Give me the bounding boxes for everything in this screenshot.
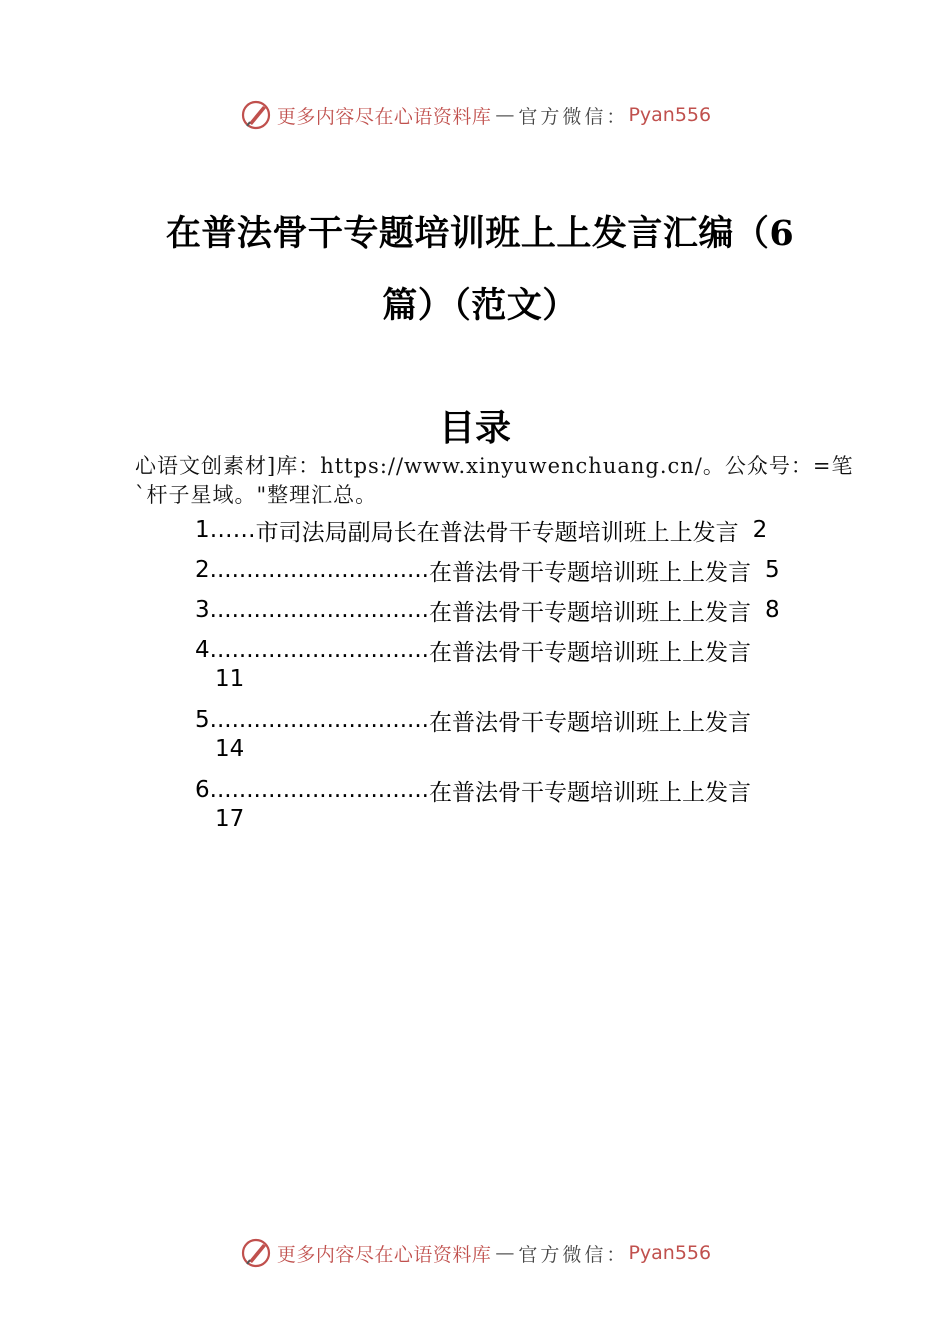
source-note: 心语文创素材]库：https://www.xinyuwenchuang.cn/。公众号：=笔`杆子星域。"整理汇总。 [135, 454, 854, 507]
banner-label: 官方微信： [518, 1243, 629, 1266]
table-of-contents [195, 510, 855, 840]
toc-heading: 目录 [438, 407, 511, 449]
banner-label: 官方微信： [518, 105, 629, 128]
quill-logo-icon [239, 98, 273, 132]
toc-item-leader: .............................. [209, 707, 429, 733]
toc-item-leader: .............................. [209, 597, 429, 623]
document-title [150, 198, 810, 342]
banner-brand-text: 更多内容尽在心语资料库 [276, 105, 492, 128]
banner-wechat-id: Pyan556 [628, 104, 712, 126]
toc-item-leader: .............................. [209, 777, 429, 803]
toc-item-number: 6 [195, 777, 210, 803]
footer-watermark-banner [0, 1233, 950, 1273]
banner-separator: — [495, 104, 515, 126]
toc-item-number: 5 [195, 707, 210, 733]
toc-item-title: 在普法骨干专题培训班上上发言 [428, 599, 751, 626]
toc-item-page: 17 [215, 806, 245, 832]
toc-item-number: 2 [195, 557, 210, 583]
toc-item-leader: .............................. [209, 557, 429, 583]
banner-separator: — [495, 1242, 515, 1264]
toc-item-leader: …… [209, 517, 256, 543]
toc-item-title: 在普法骨干专题培训班上上发言 [428, 779, 751, 806]
banner-brand-text: 更多内容尽在心语资料库 [276, 1243, 492, 1266]
toc-item-3[interactable] [195, 590, 855, 630]
toc-item-page: 5 [764, 557, 780, 583]
quill-logo-icon [239, 1236, 273, 1270]
toc-item-title: 在普法骨干专题培训班上上发言 [428, 559, 751, 586]
toc-item-leader: .............................. [209, 637, 429, 663]
toc-item-title: 市司法局副局长在普法骨干专题培训班上上发言 [255, 519, 739, 546]
header-watermark-banner [0, 95, 950, 135]
toc-item-page: 11 [215, 666, 245, 692]
toc-item-5[interactable] [195, 700, 855, 764]
toc-item-number: 1 [195, 517, 210, 543]
document-title-line-2: 篇）（范文） [382, 285, 578, 326]
toc-item-1[interactable] [195, 510, 855, 550]
toc-item-page: 14 [215, 736, 245, 762]
toc-item-2[interactable] [195, 550, 855, 590]
toc-item-number: 4 [195, 637, 210, 663]
toc-item-number: 3 [195, 597, 210, 623]
toc-item-page: 2 [752, 517, 768, 543]
document-title-line-1: 在普法骨干专题培训班上上发言汇编（6 [165, 213, 795, 254]
toc-item-title: 在普法骨干专题培训班上上发言 [428, 709, 751, 736]
toc-item-6[interactable] [195, 770, 855, 834]
toc-item-4[interactable] [195, 630, 855, 694]
toc-item-title: 在普法骨干专题培训班上上发言 [428, 639, 751, 666]
toc-item-page: 8 [764, 597, 780, 623]
banner-wechat-id: Pyan556 [628, 1242, 712, 1264]
